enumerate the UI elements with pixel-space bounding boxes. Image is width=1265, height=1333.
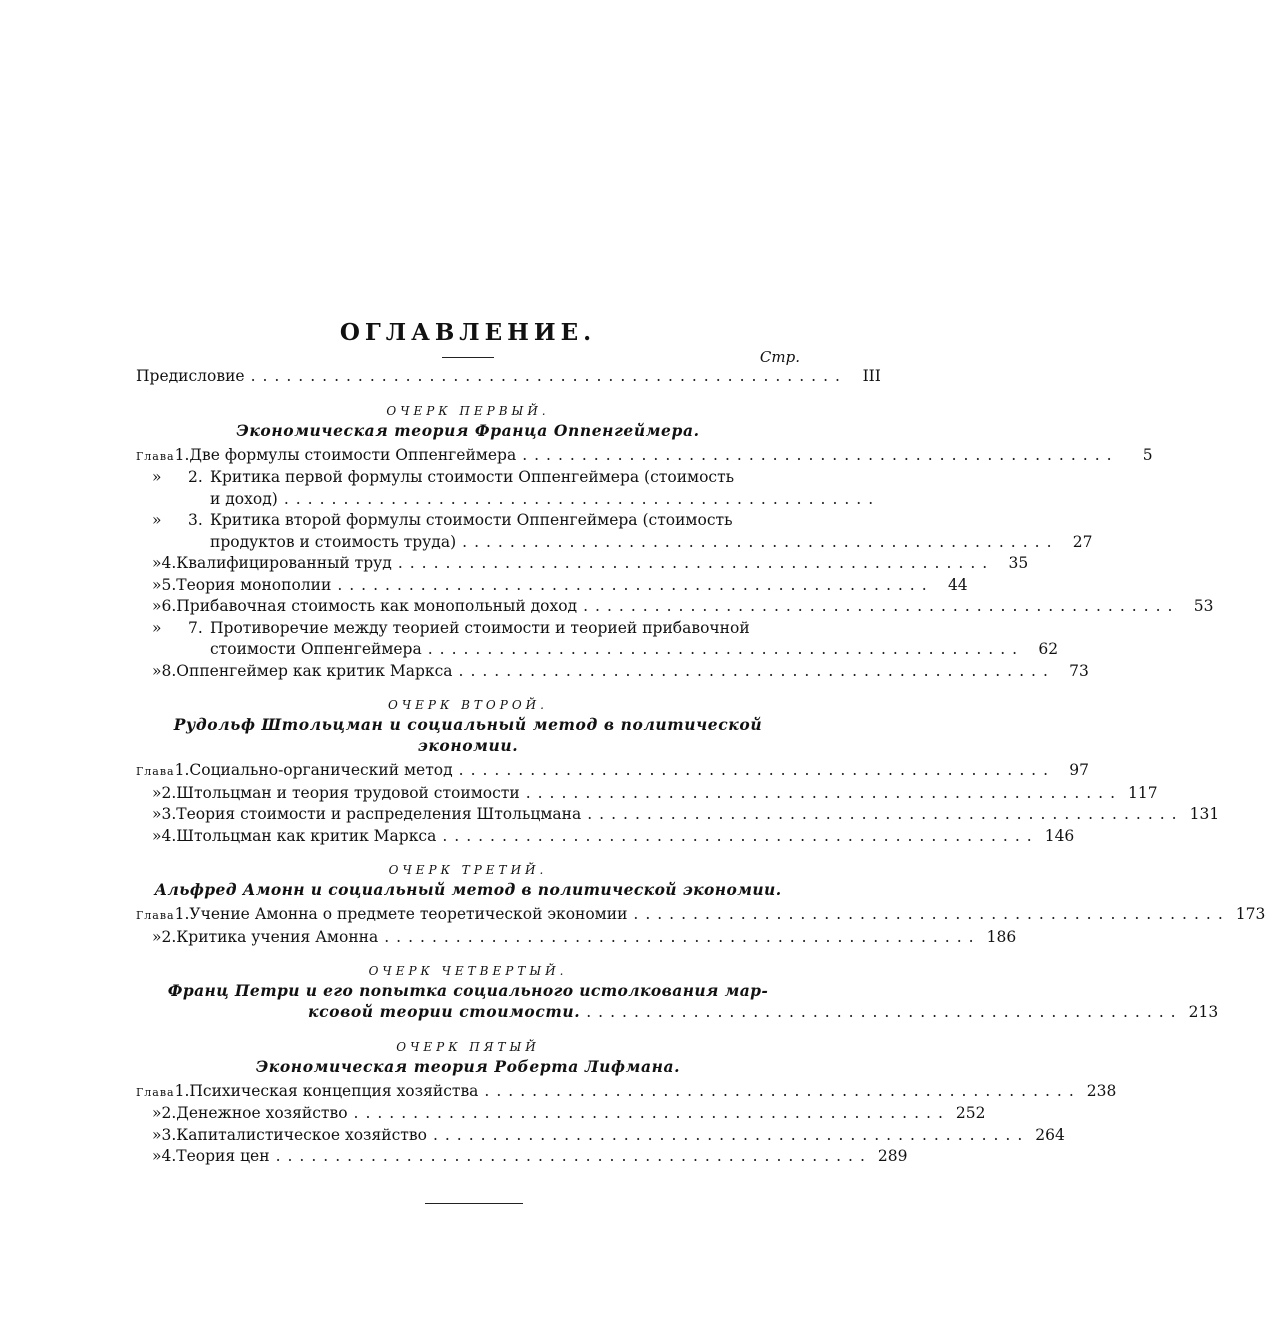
leader-dots: ..................................................	[633, 905, 1230, 923]
entry-text: Штольцман как критик Маркса	[176, 826, 437, 845]
leader-dots: ..................................................	[458, 661, 1055, 680]
chapter-word: Глава	[136, 909, 175, 922]
entry-text: Критика учения Амонна	[176, 927, 379, 946]
entry-text: Психическая концепция хозяйства	[189, 1081, 479, 1100]
toc-entry-continuation[interactable]	[136, 532, 1093, 554]
chapter-number: 1.	[174, 1081, 190, 1100]
toc-entry[interactable]	[136, 1146, 908, 1168]
leader-dots: ..................................................	[283, 489, 881, 508]
chapter-number: 8.	[161, 661, 177, 680]
entry-text: Денежное хозяйство	[176, 1104, 348, 1122]
leader-dots: ..................................................	[586, 1003, 1183, 1021]
ditto-mark: »	[152, 1125, 162, 1144]
toc-entry-continuation[interactable]	[136, 639, 1059, 661]
leader-dots: ..................................................	[484, 1081, 1081, 1100]
chapter-number: 2.	[161, 927, 177, 946]
toc-entry-preface[interactable]	[136, 366, 881, 388]
entry-text: Оппенгеймер как критик Маркса	[176, 661, 453, 680]
leader-dots: ..................................................	[432, 1125, 1030, 1144]
leader-dots: ..................................................	[397, 554, 995, 572]
entry-text: Предисловие	[136, 367, 245, 385]
chapter-word: Глава	[136, 449, 175, 463]
chapter-number: 5.	[161, 575, 177, 594]
ditto-mark: »	[152, 927, 162, 946]
entry-page: 97	[1069, 761, 1090, 779]
entry-text: Две формулы стоимости Оппенгеймера	[189, 445, 517, 464]
entry-text: Прибавочная стоимость как монопольный доход	[176, 597, 578, 615]
ditto-mark: »	[152, 805, 162, 823]
essay-title: Экономическая теория Роберта Лифмана.	[255, 1056, 681, 1076]
ditto-mark: »	[152, 826, 162, 845]
leader-dots: ..................................................	[250, 367, 847, 385]
toc-entry-continuation[interactable]	[136, 489, 881, 511]
leader-dots: ..................................................	[442, 826, 1039, 845]
toc-entry[interactable]	[136, 661, 1089, 683]
entry-page: 27	[1072, 532, 1093, 551]
entry-page: 5	[1142, 445, 1153, 464]
entry-text: Учение Амонна о предмете теоретической экономии	[189, 905, 628, 923]
leader-dots: ..................................................	[384, 927, 981, 946]
ditto-mark: »	[152, 511, 162, 529]
entry-page: 62	[1038, 640, 1059, 658]
entry-page: 53	[1193, 597, 1214, 615]
toc-entry[interactable]	[136, 467, 800, 489]
entry-page: 73	[1069, 661, 1089, 680]
entry-text: Критика второй формулы стоимости Оппенгеймера (стоимость	[210, 511, 733, 529]
chapter-number: 4.	[161, 826, 177, 845]
entry-text: Противоречие между теорией стоимости и теорией прибавочной	[210, 618, 750, 637]
toc-entry[interactable]	[136, 575, 968, 597]
essay-title: Экономическая теория Франца Оппенгеймера.	[236, 420, 700, 440]
ditto-mark: »	[152, 783, 162, 802]
chapter-number: 4.	[161, 1147, 177, 1165]
toc-entry[interactable]	[136, 804, 1220, 826]
toc-entry[interactable]	[136, 927, 1017, 949]
leader-dots: ..................................................	[337, 575, 934, 594]
entry-text: Капиталистическое хозяйство	[176, 1125, 427, 1144]
toc-entry-essay4[interactable]	[136, 1001, 1219, 1024]
entry-text: Теория цен	[176, 1147, 270, 1165]
table-of-contents	[136, 318, 1265, 1168]
essay-title: Франц Петри и его попытка социального истолкования мар-	[167, 981, 769, 1000]
leader-dots: ..................................................	[587, 805, 1184, 823]
entry-page: 264	[1035, 1125, 1065, 1144]
page-column-label: Стр.	[759, 348, 800, 366]
entry-text: и доход)	[210, 489, 278, 508]
entry-text: Критика первой формулы стоимости Оппенгеймера (стоимость	[210, 468, 735, 486]
toc-entry[interactable]	[136, 1125, 1065, 1147]
essay-title-continuation: экономии.	[417, 736, 519, 755]
entry-page: 35	[1008, 554, 1029, 572]
leader-dots: ..................................................	[353, 1104, 950, 1122]
entry-page: 44	[947, 575, 968, 594]
closing-rule	[425, 1203, 523, 1204]
entry-page: 131	[1189, 805, 1220, 823]
toc-entry[interactable]	[136, 1081, 1117, 1104]
essay-label: ОЧЕРК ТРЕТИЙ.	[388, 863, 548, 877]
entry-page: 146	[1044, 826, 1075, 845]
essay-label: ОЧЕРК ПЕРВЫЙ.	[386, 403, 550, 418]
entry-page: 238	[1086, 1081, 1117, 1100]
entry-text: Теория монополии	[176, 575, 332, 594]
entry-page: 289	[877, 1147, 908, 1165]
entry-page: 213	[1188, 1003, 1219, 1021]
essay-title-continuation: ксовой теории стоимости.	[308, 1002, 581, 1021]
toc-entry[interactable]	[136, 760, 1090, 783]
essay-label: ОЧЕРК ЧЕТВЕРТЫЙ.	[368, 964, 568, 978]
leader-dots: ..................................................	[583, 597, 1180, 615]
leader-dots: ..................................................	[525, 783, 1123, 802]
toc-entry[interactable]	[136, 510, 800, 532]
chapter-number: 1.	[174, 905, 190, 923]
ditto-mark: »	[152, 597, 162, 615]
ditto-mark: »	[152, 554, 162, 572]
leader-dots: ..................................................	[275, 1147, 872, 1165]
entry-text: стоимости Оппенгеймера	[210, 640, 422, 658]
leader-dots: ..................................................	[427, 640, 1025, 658]
ditto-mark: »	[152, 661, 162, 680]
toc-entry[interactable]	[136, 1103, 986, 1125]
entry-text: Квалифицированный труд	[176, 554, 392, 572]
chapter-number: 2.	[161, 1104, 177, 1122]
essay-title: Альфред Амонн и социальный метод в политической экономии.	[154, 880, 782, 899]
page-title: ОГЛАВЛЕНИЕ.	[339, 319, 597, 346]
chapter-number: 3.	[188, 511, 203, 529]
entry-page: 117	[1128, 783, 1158, 802]
entry-page: 186	[986, 927, 1017, 946]
essay-title: Рудольф Штольцман и социальный метод в политической	[173, 715, 763, 734]
toc-entry[interactable]	[136, 596, 1214, 618]
entry-text: Штольцман и теория трудовой стоимости	[176, 783, 520, 802]
chapter-number: 3.	[161, 805, 177, 823]
ditto-mark: »	[152, 618, 162, 637]
entry-text: Социально-органический метод	[189, 761, 453, 779]
chapter-word: Глава	[136, 765, 175, 778]
leader-dots: ..................................................	[462, 532, 1059, 551]
toc-entry[interactable]	[136, 826, 1075, 848]
essay-label: ОЧЕРК ПЯТЫЙ	[396, 1039, 540, 1054]
leader-dots: ..................................................	[522, 445, 1119, 464]
entry-text: Теория стоимости и распределения Штольцмана	[176, 805, 582, 823]
ditto-mark: »	[152, 1147, 162, 1165]
entry-text: продуктов и стоимость труда)	[210, 532, 457, 551]
toc-entry[interactable]	[136, 618, 800, 640]
entry-page: 252	[955, 1104, 986, 1122]
chapter-number: 3.	[161, 1125, 177, 1144]
ditto-mark: »	[152, 468, 162, 486]
entry-page: 173	[1235, 905, 1265, 923]
toc-entry[interactable]	[136, 445, 1153, 468]
chapter-number: 7.	[188, 618, 203, 637]
toc-entry[interactable]	[136, 553, 1029, 575]
chapter-number: 6.	[161, 597, 177, 615]
chapter-word: Глава	[136, 1085, 175, 1099]
ditto-mark: »	[152, 1104, 162, 1122]
chapter-number: 1.	[174, 445, 190, 464]
essay-label: ОЧЕРК ВТОРОЙ.	[388, 698, 548, 712]
chapter-number: 1.	[174, 761, 190, 779]
leader-dots: ..................................................	[458, 761, 1056, 779]
toc-entry[interactable]	[136, 904, 1265, 927]
chapter-number: 4.	[161, 554, 177, 572]
chapter-number: 2.	[188, 468, 203, 486]
chapter-number: 2.	[161, 783, 177, 802]
toc-entry[interactable]	[136, 783, 1158, 805]
entry-page: III	[862, 367, 881, 385]
ditto-mark: »	[152, 575, 162, 594]
